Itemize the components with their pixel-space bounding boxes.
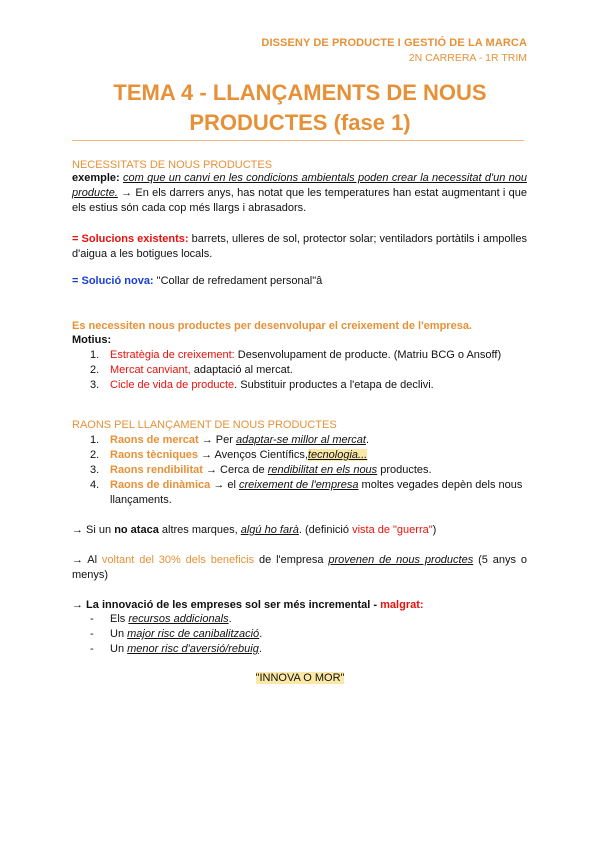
title-divider <box>72 140 524 141</box>
list-number: 2. <box>90 364 100 376</box>
motiu-colored: Cicle de vida de producte <box>110 379 235 391</box>
profit-underlined: provenen de nous productes <box>328 554 474 566</box>
innovation-heading-red: malgrat: <box>380 599 424 611</box>
existing-solutions-label: = Solucions existents: <box>72 233 189 245</box>
list-item <box>90 378 530 393</box>
innovation-heading-bold: → La innovació de les empreses sol ser més incremental - <box>72 599 381 611</box>
reason-underlined: creixement de l'empresa <box>239 479 359 491</box>
reason-arrow: → Avenços Científics, <box>198 449 308 461</box>
page-title <box>70 78 530 138</box>
list-number: 4. <box>90 479 100 491</box>
bullet-underlined: recursos addicionals <box>128 613 229 625</box>
profit-line <box>72 553 527 583</box>
motiu-colored: Estratègia de creixement: <box>110 349 235 361</box>
bullet-pre: Un <box>110 628 128 640</box>
page-title-line-2: PRODUCTES (fase 1) <box>189 110 411 135</box>
closing-quote <box>0 672 600 684</box>
attack-mid: altres marques, <box>158 524 241 536</box>
list-item <box>90 348 530 363</box>
innovation-bullets <box>90 612 530 657</box>
list-number: 1. <box>90 434 100 446</box>
list-number: 3. <box>90 464 100 476</box>
new-solution-label: = Solució nova: <box>72 275 154 287</box>
example-rest: → En els darrers anys, has notat que les temperatures han estat augmentant i que els estius són cada cop més llargs i abrasadors. <box>72 187 527 214</box>
bullet-dash: - <box>90 643 94 655</box>
list-item <box>90 612 530 627</box>
reason-label: Raons de dinàmica <box>110 479 211 491</box>
motiu-text: adaptació al mercat. <box>190 364 293 376</box>
list-number: 1. <box>90 349 100 361</box>
example-label: exemple: <box>72 172 120 184</box>
course-term: 2N CARRERA - 1R TRIM <box>408 52 527 64</box>
list-item <box>90 627 530 642</box>
motius-list <box>90 348 530 393</box>
list-number: 2. <box>90 449 100 461</box>
list-item <box>90 433 530 448</box>
innovation-heading <box>72 598 527 613</box>
attack-line <box>72 523 527 538</box>
profit-post: (5 anys o menys) <box>72 554 527 581</box>
reason-after: moltes vegades depèn dels nous llançaments. <box>110 479 523 506</box>
attack-post: . (definició <box>298 524 353 536</box>
reason-underlined: rendibilitat en els nous <box>267 464 378 476</box>
section-heading-growth: Es necessiten nous productes per desenvolupar el creixement de l'empresa. <box>72 320 472 332</box>
attack-pre: → Si un <box>72 524 115 536</box>
motiu-colored: Mercat canviant, <box>110 364 191 376</box>
list-item <box>90 448 530 463</box>
attack-bold: no ataca <box>114 524 159 536</box>
list-item <box>90 642 530 657</box>
list-item <box>90 478 530 508</box>
reasons-list <box>90 433 530 508</box>
attack-end: ) <box>432 524 437 536</box>
list-number: 3. <box>90 379 100 391</box>
new-solution-text: "Collar de refredament personal"â <box>153 275 323 287</box>
profit-mid: de l'empresa <box>254 554 329 566</box>
attack-red: vista de "guerra" <box>352 524 433 536</box>
bullet-pre: Els <box>110 613 129 625</box>
attack-underlined: algú ho farà <box>240 524 299 536</box>
bullet-pre: Un <box>110 643 128 655</box>
example-underlined: com que un canvi en les condicions ambientals poden crear la necessitat d'un nou producte. <box>72 172 527 199</box>
reason-after: . <box>365 434 370 446</box>
profit-orange: voltant del 30% dels beneficis <box>101 554 255 566</box>
course-title: DISSENY DE PRODUCTE I GESTIÓ DE LA MARCA <box>261 37 527 49</box>
bullet-post: . <box>258 643 262 655</box>
bullet-underlined: menor risc d'aversió/rebuig <box>127 643 259 655</box>
reason-underlined: tecnologia... <box>307 449 368 461</box>
reason-label: Raons tècniques <box>110 449 199 461</box>
list-item <box>90 363 530 378</box>
example-paragraph <box>72 171 527 216</box>
bullet-dash: - <box>90 613 94 625</box>
bullet-underlined: major risc de canibalització <box>127 628 260 640</box>
reason-label: Raons rendibilitat <box>110 464 203 476</box>
reason-arrow: → Cerca de <box>202 464 268 476</box>
existing-solutions-paragraph <box>72 232 527 262</box>
reason-arrow: → Per <box>198 434 236 446</box>
bullet-post: . <box>259 628 263 640</box>
bullet-dash: - <box>90 628 94 640</box>
motiu-text: Desenvolupament de producte. (Matriu BCG o Ansoff) <box>234 349 502 361</box>
profit-pre: → Al <box>72 554 102 566</box>
closing-quote-text: "INNOVA O MOR" <box>255 672 345 684</box>
reason-after: productes. <box>377 464 432 476</box>
new-solution-paragraph <box>72 274 527 289</box>
motiu-text: . Substituir productes a l'etapa de declivi. <box>234 379 434 391</box>
section-heading-reasons: RAONS PEL LLANÇAMENT DE NOUS PRODUCTES <box>72 419 337 431</box>
list-item <box>90 463 530 478</box>
reason-underlined: adaptar-se millor al mercat <box>235 434 366 446</box>
reason-arrow: → el <box>210 479 239 491</box>
existing-solutions-text: barrets, ulleres de sol, protector solar; ventiladors portàtils i ampolles d'aigua a les botigues locals. <box>72 233 527 260</box>
motius-label: Motius: <box>72 334 112 346</box>
bullet-post: . <box>228 613 232 625</box>
section-heading-needs: NECESSITATS DE NOUS PRODUCTES <box>72 159 273 171</box>
reason-label: Raons de mercat <box>110 434 199 446</box>
page-title-line-1: TEMA 4 - LLANÇAMENTS DE NOUS <box>113 80 487 105</box>
